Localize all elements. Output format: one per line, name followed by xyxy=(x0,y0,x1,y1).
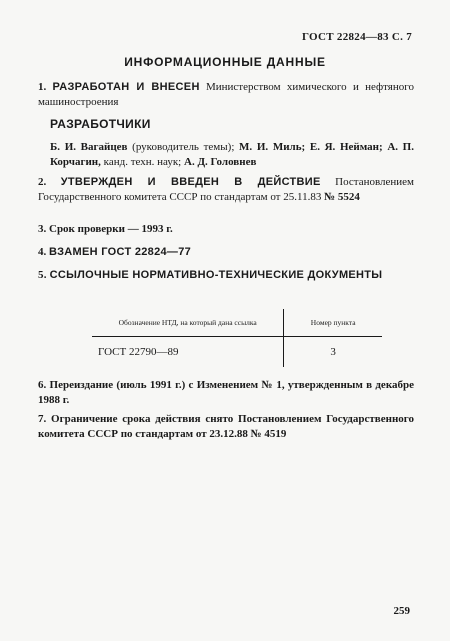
item-7-text: Ограничение срока действия снято Постановлением Государственного комитета СССР по стандартам от 23.12.88 xyxy=(38,413,414,440)
item-7-number-ref: № 4519 xyxy=(250,428,287,440)
item-4-caps: ВЗАМЕН ГОСТ 22824—77 xyxy=(49,246,192,258)
item-2 xyxy=(38,175,414,205)
item-4 xyxy=(38,245,414,260)
item-5-number: 5. xyxy=(38,269,47,281)
developer-1-role: (руководитель темы); xyxy=(127,141,240,153)
developers-heading: РАЗРАБОТЧИКИ xyxy=(50,117,151,131)
item-1 xyxy=(38,80,414,110)
item-2-caps: УТВЕРЖДЕН И ВВЕДЕН В ДЕЙСТВИЕ xyxy=(60,176,321,188)
developer-3-name: А. Д. Головнев xyxy=(184,156,257,168)
item-3-text: Срок проверки — 1993 г. xyxy=(46,223,173,235)
reference-table-col1-header: Обозначение НТД, на который дана ссылка xyxy=(92,309,284,337)
developer-1-name: Б. И. Вагайцев xyxy=(50,141,128,153)
item-2-text: Постановлением Государственного комитета СССР по стандартам от 25.11.83 xyxy=(38,176,415,203)
item-4-number: 4. xyxy=(38,246,47,258)
item-2-number-ref: № 5524 xyxy=(324,191,360,203)
item-6 xyxy=(38,378,414,408)
page-number: 259 xyxy=(393,605,410,617)
item-1-number: 1. xyxy=(38,81,47,93)
item-6-text: Переиздание (июль 1991 г.) с Изменением № 1, утвержденным в декабре 1988 г. xyxy=(38,379,414,406)
item-3-number: 3. xyxy=(38,223,47,235)
table-row xyxy=(92,337,382,368)
item-5 xyxy=(38,268,414,283)
reference-clause: 3 xyxy=(284,337,382,368)
page-header: ГОСТ 22824—83 С. 7 xyxy=(301,31,412,43)
item-2-number: 2. xyxy=(38,176,47,188)
item-3 xyxy=(38,222,414,237)
reference-table-col2-header: Номер пункта xyxy=(284,309,382,337)
item-6-number: 6. xyxy=(38,379,47,391)
reference-doc: ГОСТ 22790—89 xyxy=(92,337,284,368)
item-7 xyxy=(38,412,414,442)
reference-table xyxy=(92,309,382,367)
developer-2-names: М. И. Миль; Е. Я. Нейман; А. П. Корчагин, xyxy=(50,141,414,168)
developers-list xyxy=(50,140,414,170)
item-7-number: 7. xyxy=(38,413,47,425)
item-1-caps: РАЗРАБОТАН И ВНЕСЕН xyxy=(52,81,200,93)
item-1-text: Министерством химического и нефтяного машиностроения xyxy=(38,81,414,108)
section-title: ИНФОРМАЦИОННЫЕ ДАННЫЕ xyxy=(124,55,326,69)
reference-table-header xyxy=(92,309,382,337)
developer-2-role: канд. техн. наук; xyxy=(100,156,184,168)
item-5-caps: ССЫЛОЧНЫЕ НОРМАТИВНО-ТЕХНИЧЕСКИЕ ДОКУМЕНТЫ xyxy=(49,269,383,281)
